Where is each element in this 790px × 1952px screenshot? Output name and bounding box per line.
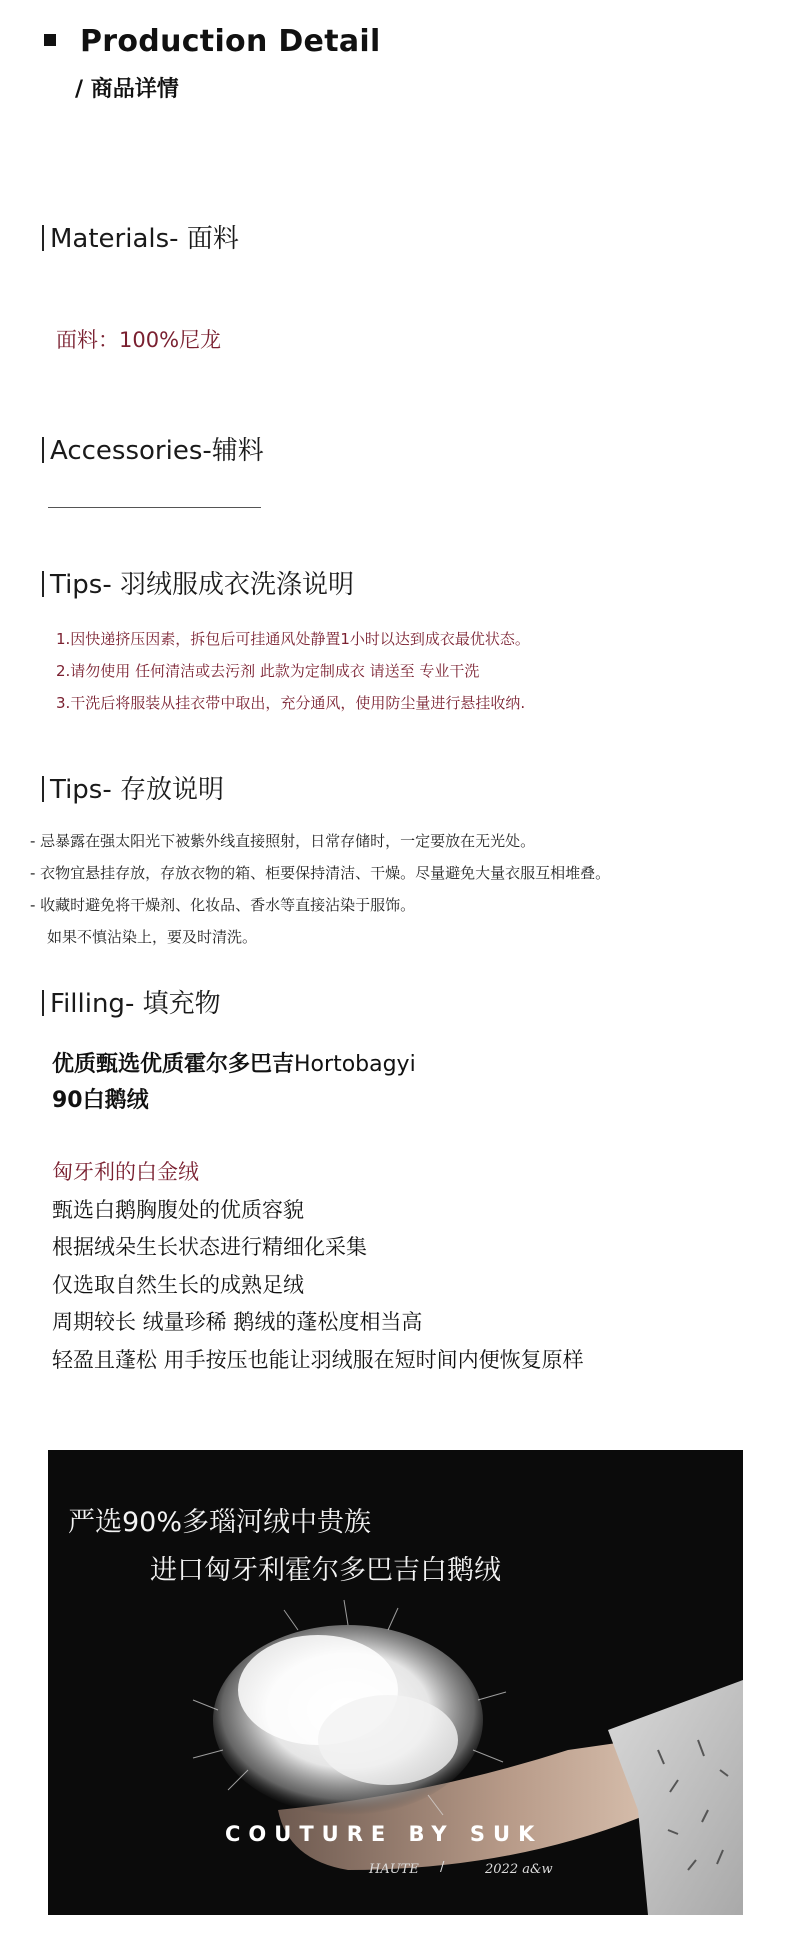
materials-value: 面料：100%尼龙: [56, 328, 222, 352]
list-item: - 收藏时避免将干燥剂、化妆品、香水等直接沾染于服饰。: [30, 896, 416, 914]
filling-line1-latin: Hortobagyi: [294, 1052, 416, 1077]
section-bar-icon: [42, 776, 44, 802]
section-bar-icon: [42, 571, 44, 597]
list-item: - 衣物宜悬挂存放，存放衣物的箱、柜要保持清洁、干燥。尽量避免大量衣服互相堆叠。: [30, 864, 611, 882]
list-item: 3.干洗后将服装从挂衣带中取出，充分通风，使用防尘量进行悬挂收纳.: [56, 694, 526, 712]
materials-heading-text: Materials- 面料: [50, 224, 239, 254]
filling-list: [52, 1154, 584, 1379]
section-bar-icon: [42, 437, 44, 463]
filling-line1-bold: 优质甄选优质霍尔多巴吉: [52, 1052, 295, 1077]
tips-wash-heading-text: Tips- 羽绒服成衣洗涤说明: [50, 570, 355, 600]
accessories-heading: [42, 430, 264, 467]
filling-heading-text: Filling- 填充物: [50, 989, 221, 1019]
page-title: Production Detail: [80, 24, 381, 59]
list-item: 如果不慎沾染上，要及时清洗。: [47, 928, 258, 946]
tips-wash-list: [56, 623, 530, 719]
bullet-square-icon: [44, 34, 56, 46]
filling-heading: [42, 983, 221, 1020]
brand-sub-left: HAUTE: [369, 1862, 419, 1877]
list-item: 仅选取自然生长的成熟足绒: [52, 1272, 304, 1297]
filling-summary: [52, 1047, 416, 1119]
accessories-heading-text: Accessories-辅料: [50, 436, 264, 466]
brand-logo-text: COUTURE BY SUK: [225, 1822, 543, 1846]
tips-storage-list: [30, 825, 610, 953]
down-feather-photo: [48, 1450, 743, 1915]
section-bar-icon: [42, 990, 44, 1016]
list-item: 2.请勿使用 任何清洁或去污剂 此款为定制成衣 请送至 专业干洗: [56, 662, 480, 680]
list-item: 根据绒朵生长状态进行精细化采集: [52, 1235, 367, 1259]
photo-headline-1: 严选90%多瑙河绒中贵族: [68, 1507, 372, 1538]
list-item: - 忌暴露在强太阳光下被紫外线直接照射，日常存储时，一定要放在无光处。: [30, 832, 536, 850]
list-item: 甄选白鹅胸腹处的优质容貌: [52, 1197, 304, 1222]
filling-highlight: 匈牙利的白金绒: [52, 1160, 199, 1184]
list-item: 周期较长 绒量珍稀 鹅绒的蓬松度相当高: [52, 1310, 423, 1334]
filling-line2: [52, 1083, 416, 1119]
tips-storage-heading-text: Tips- 存放说明: [50, 775, 225, 805]
filling-line2-bold: 90白鹅绒: [52, 1088, 149, 1113]
section-bar-icon: [42, 225, 44, 251]
tips-storage-heading: [42, 769, 224, 806]
filling-line1: [52, 1047, 416, 1083]
tips-wash-heading: [42, 564, 354, 601]
list-item: 轻盈且蓬松 用手按压也能让羽绒服在短时间内便恢复原样: [52, 1347, 584, 1372]
accessories-divider: [48, 507, 261, 508]
page-subtitle: / 商品详情: [75, 77, 179, 102]
brand-separator: /: [440, 1860, 445, 1875]
list-item: 1.因快递挤压因素，拆包后可挂通风处静置1小时以达到成衣最优状态。: [56, 630, 530, 648]
brand-sub-right: 2022 a&w: [485, 1862, 553, 1877]
materials-heading: [42, 218, 239, 255]
photo-headline-2: 进口匈牙利霍尔多巴吉白鹅绒: [150, 1555, 501, 1586]
